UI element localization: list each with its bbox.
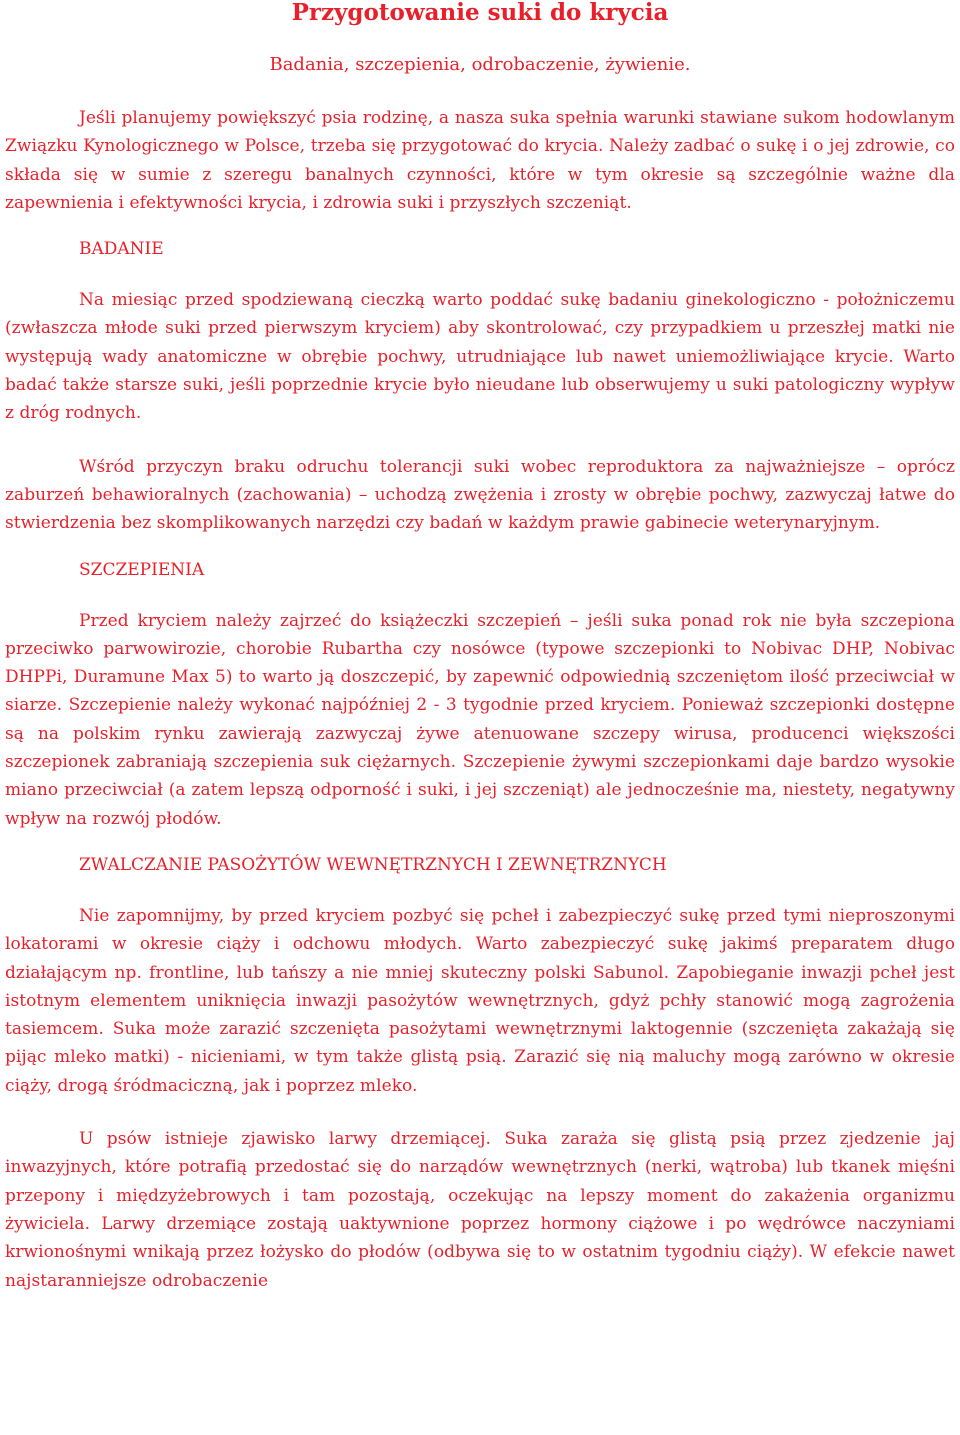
pasozyty-paragraph-2: U psów istnieje zjawisko larwy drzemiącej. Suka zaraża się glistą psią przez zjedzenie jaj inwazyjnych, które potrafią przedostać się do narządów wewnętrznych (nerki, wątroba) lub tkanek mięśni przepony i międzyżebrowych i tam pozostają, oczekując na lepszy moment do zakażenia organizmu żywiciela. Larwy drzemiące zostają uaktywnione poprzez hormony ciążowe i po wędrówce naczyniami krwionośnymi wnikają przez łożysko do płodów (odbywa się to w ostatnim tygodniu ciąży). W efekcie nawet najstaranniejsze odrobaczenie <box>5 1129 955 1291</box>
pasozyty-paragraph-1: Nie zapomnijmy, by przed kryciem pozbyć się pcheł i zabezpieczyć sukę przed tymi nieproszonymi lokatorami w okresie ciąży i odchowu młodych. Warto zabezpieczyć sukę jakimś preparatem długo działającym np. frontline, lub tańszy a nie mniej skuteczny polski Sabunol. Zapobieganie inwazji pcheł jest istotnym elementem uniknięcia inwazji pasożytów wewnętrznych, gdyż pchły stanowić mogą zagrożenia tasiemcem. Suka może zarazić szczenięta pasożytami wewnętrznymi laktogennie (szczenięta zakażają się pijąc mleko matki) - nicieniami, w tym także glistą psią. Zarazić się nią maluchy mogą zarówno w okresie ciąży, drogą śródmaciczną, jak i poprzez mleko. <box>5 905 955 1096</box>
badanie-paragraph-1: Na miesiąc przed spodziewaną cieczką warto poddać sukę badaniu ginekologiczno - położniczemu (zwłaszcza młode suki przed pierwszym kryciem) aby skontrolować, czy przypadkiem u przeszłej matki nie występują wady anatomiczne w obrębie pochwy, utrudniające lub nawet uniemożliwiające krycie. Warto badać także starsze suki, jeśli poprzednie krycie było nieudane lub obserwujemy u suki patologiczny wypływ z dróg rodnych. <box>5 290 955 424</box>
section-heading-badanie: BADANIE <box>79 239 164 260</box>
szczepienia-paragraph-1: Przed kryciem należy zajrzeć do książeczki szczepień – jeśli suka ponad rok nie była szczepiona przeciwko parwowirozie, chorobie Rubartha czy nosówce (typowe szczepionki to Nobivac DHP, Nobivac DHPPi, Duramune Max 5) to warto ją doszczepić, by zapewnić odpowiednią szczeniętom ilość przeciwciał w siarze. Szczepienie należy wykonać najpóźniej 2 - 3 tygodnie przed kryciem. Ponieważ szczepionki dostępne są na polskim rynku zawierają zazwyczaj żywe atenuowane szczepy wirusa, producenci większości szczepionek zabraniają szczepienia suk ciężarnych. Szczepienie żywymi szczepionkami daje bardzo wysokie miano przeciwciał (a zatem lepszą odporność i suki, i jej szczeniąt) ale jednocześnie ma, niestety, negatywny wpływ na rozwój płodów. <box>5 610 955 829</box>
badanie-paragraph-2: Wśród przyczyn braku odruchu tolerancji suki wobec reproduktora za najważniejsze – oprócz zaburzeń behawioralnych (zachowania) – uchodzą zwężenia i zrosty w obrębie pochwy, zazwyczaj łatwe do stwierdzenia bez skomplikowanych narzędzi czy badań w każdym prawie gabinecie weterynaryjnym. <box>5 456 955 534</box>
document-title: Przygotowanie suki do krycia <box>291 0 669 26</box>
section-heading-pasozyty: ZWALCZANIE PASOŻYTÓW WEWNĘTRZNYCH I ZEWNĘTRZNYCH <box>79 854 667 875</box>
intro-paragraph: Jeśli planujemy powiększyć psia rodzinę, a nasza suka spełnia warunki stawiane sukom hodowlanym Związku Kynologicznego w Polsce, trzeba się przygotować do krycia. Należy zadbać o sukę i o jej zdrowie, co składa się w sumie z szeregu banalnych czynności, które w tym okresie są szczególnie ważne dla zapewnienia i efektywności krycia, i zdrowia suki i przyszłych szczeniąt. <box>5 108 955 213</box>
document-subtitle: Badania, szczepienia, odrobaczenie, żywienie. <box>269 54 691 75</box>
section-heading-szczepienia: SZCZEPIENIA <box>79 559 205 580</box>
